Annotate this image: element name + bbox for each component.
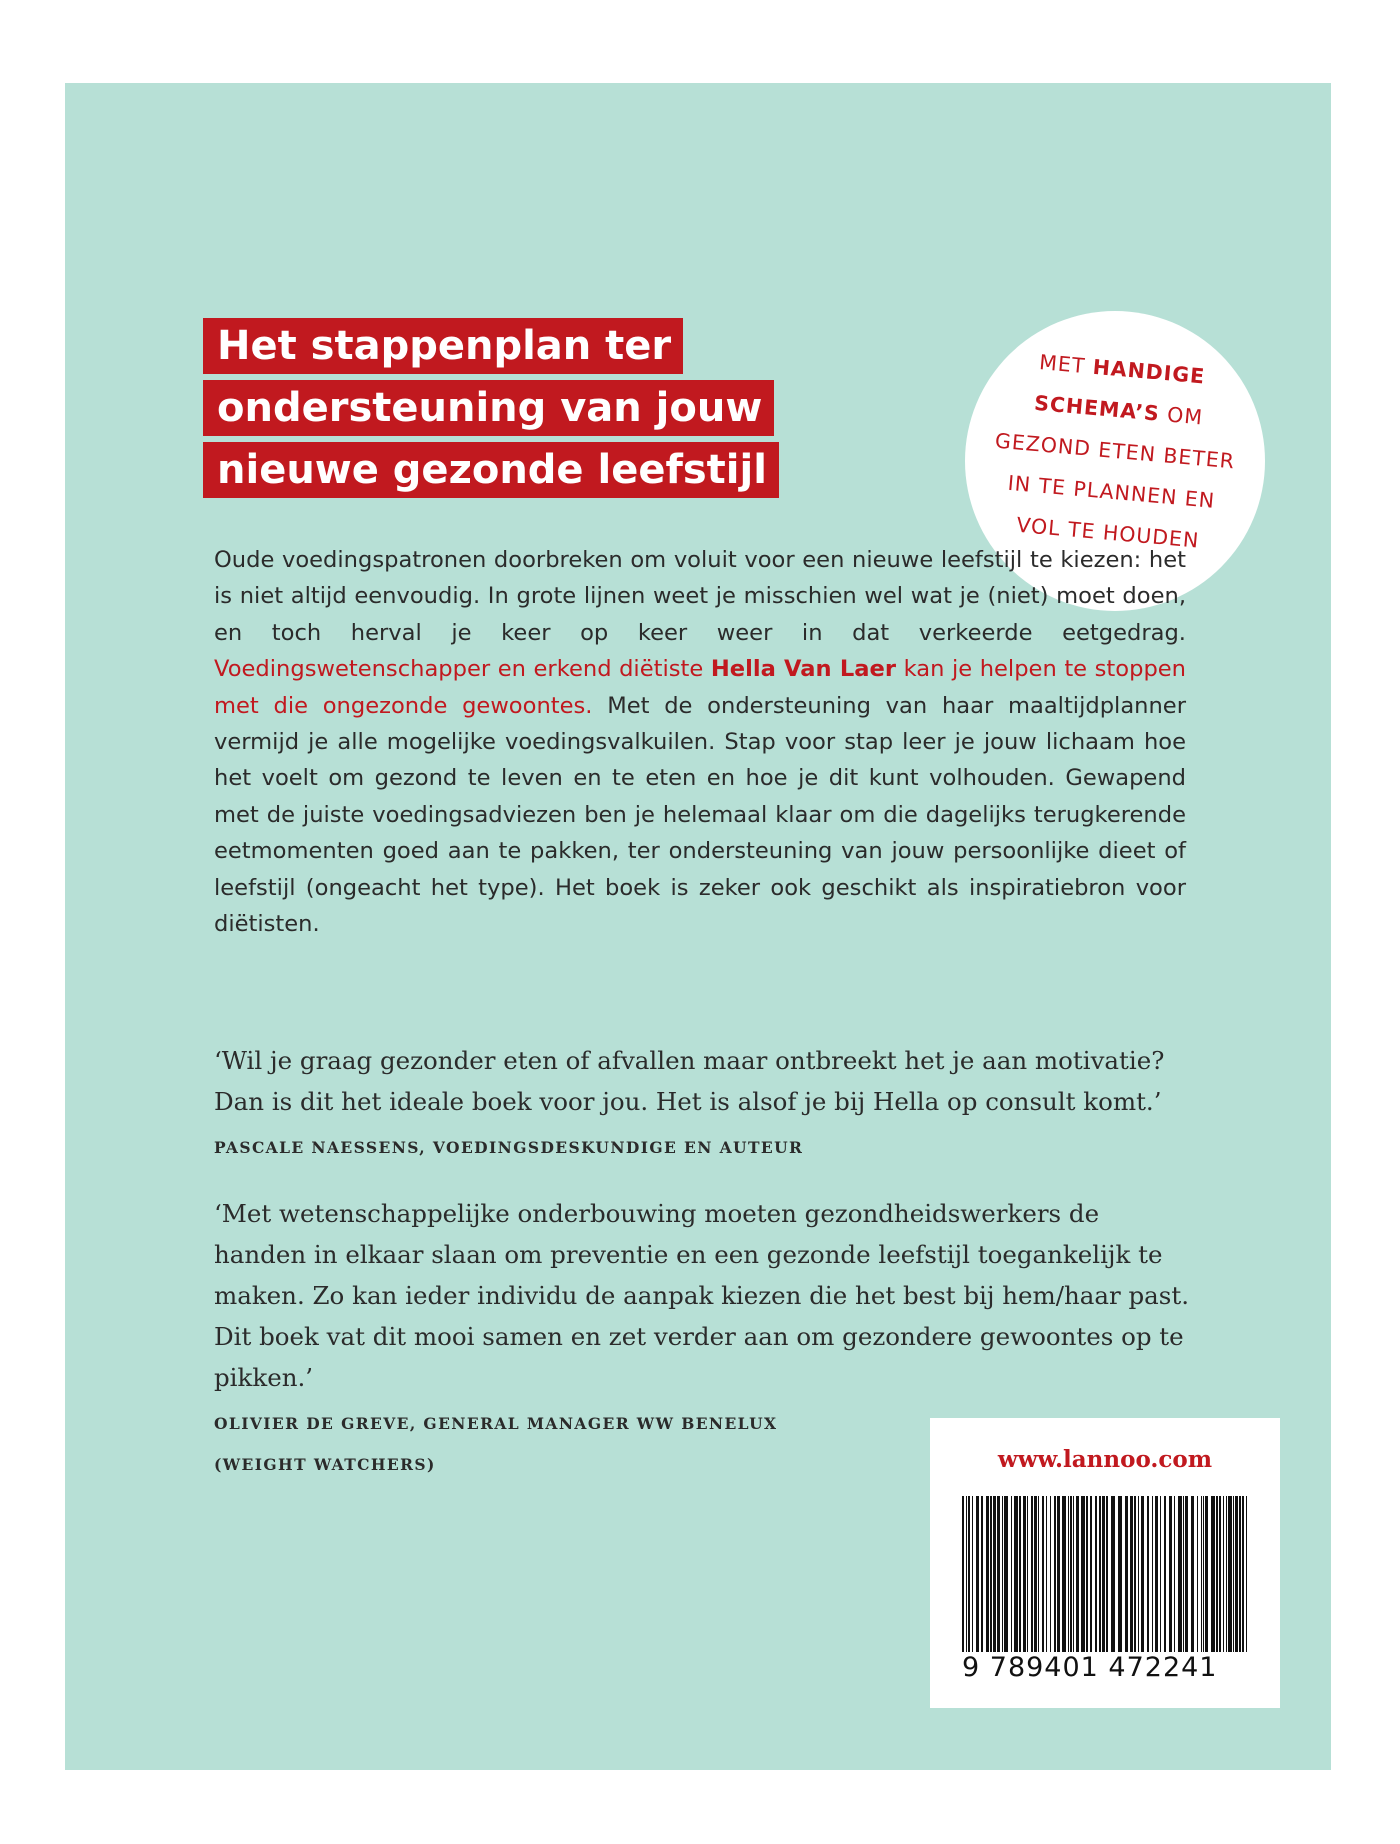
testimonial-attribution-2-org: (WEIGHT WATCHERS) — [214, 1455, 436, 1474]
badge-line-2: OM — [1166, 402, 1204, 430]
author-name: Hella Van Laer — [710, 656, 896, 683]
testimonial-attribution-1: PASCALE NAESSENS, VOEDINGSDESKUNDIGE EN AUTEUR — [214, 1138, 804, 1157]
badge-line-3: GEZOND ETEN BETER — [994, 428, 1236, 474]
testimonial-quote-1: ‘Wil je graag gezonder eten of afvallen maar ontbreekt het je aan motivatie? Dan is dit het ideale boek voor jou. Het is alsof je bij Hella op consult komt.’ — [214, 1046, 1165, 1116]
isbn-number: 9 789401 472241 — [962, 1652, 1218, 1683]
badge-line-1: MET — [1038, 350, 1087, 379]
barcode-icon — [962, 1496, 1252, 1652]
testimonial-quote-2: ‘Met wetenschappelijke onderbouwing moeten gezondheidswerkers de handen in elkaar slaan om preventie en een gezonde leefstijl toegankelijk te maken. Zo kan ieder individu de aanpak kiezen die het best bij hem/haar past. Dit boek vat dit mooi samen en zet verder aan om gezondere gewoontes op te pikken.’ — [214, 1199, 1189, 1392]
headline-line-1: Het stappenplan ter — [203, 318, 683, 374]
blurb-highlight-1: Voedingswetenschapper en erkend diëtiste — [214, 656, 704, 683]
badge-line-2-bold: SCHEMA’S — [1033, 390, 1161, 426]
blurb-text-1: Oude voedingspatronen doorbreken om voluit voor een nieuwe leefstijl te kiezen: het is niet altijd eenvoudig. In grote lijnen weet je misschien wel wat je (niet) moet doen, en toch herval je keer op keer weer in dat verkeerde eetgedrag. — [214, 547, 1186, 646]
blurb-text-2: Met de ondersteuning van haar maaltijdplanner vermijd je alle mogelijke voedingsvalkuilen. Stap voor stap leer je jouw lichaam hoe het voelt om gezond te leven en te eten en hoe je dit kunt volhouden. Gewapend met de juiste voedingsadviezen ben je helemaal klaar om die dagelijks terugkerende eetmomenten goed aan te pakken, ter ondersteuning van jouw persoonlijke dieet of leefstijl (ongeacht het type). Het boek is zeker ook geschikt als inspiratiebron voor diëtisten. — [214, 692, 1186, 938]
promo-badge-text — [957, 336, 1274, 566]
barcode-panel — [930, 1418, 1280, 1708]
blurb-highlight-2: kan je helpen te stoppen met die ongezonde gewoontes. — [214, 656, 1187, 719]
headline-line-2: ondersteuning van jouw — [203, 380, 774, 436]
badge-line-4: IN TE PLANNEN EN — [1006, 470, 1217, 513]
headline-line-3: nieuwe gezonde leefstijl — [203, 442, 779, 498]
blurb-paragraph — [214, 542, 1186, 942]
badge-line-1-bold: HANDIGE — [1091, 354, 1207, 389]
publisher-website: www.lannoo.com — [997, 1446, 1213, 1473]
testimonial-attribution-2: OLIVIER DE GREVE, GENERAL MANAGER WW BENELUX — [214, 1414, 778, 1433]
badge-line-5: VOL TE HOUDEN — [1015, 512, 1201, 553]
